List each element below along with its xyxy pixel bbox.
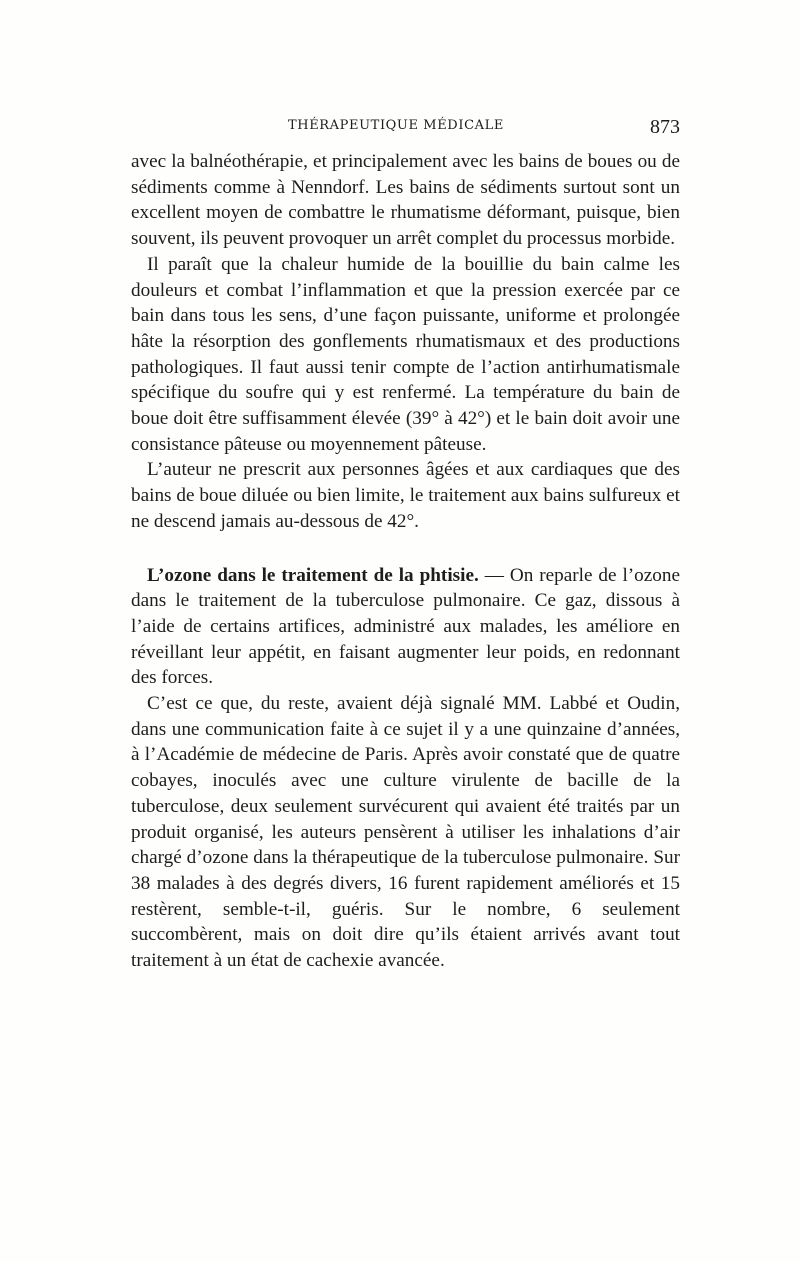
running-title: THÉRAPEUTIQUE MÉDICALE [288, 118, 504, 133]
paragraph-3: L’auteur ne prescrit aux personnes âgées et aux cardiaques que des bains de boue diluée ou bien limite, le traitement aux bains sulfureux et ne descend jamais au-dessous de 42°. [131, 459, 680, 532]
paragraph-5: C’est ce que, du reste, avaient déjà signalé MM. Labbé et Oudin, dans une communication faite à ce sujet il y a une quinzaine d’années, à l’Académie de médecine de Paris. Après avoir constaté que de quatre cobayes, inoculés avec une culture virulente de bacille de la tuberculose, deux seulement survécurent qui avaient été traités par un produit organisé, les auteurs pensèrent à utiliser les inhalations d’air chargé d’ozone dans la thérapeutique de la tuberculose pulmonaire. Sur 38 malades à des degrés divers, 16 furent rapidement améliorés et 15 restèrent, semble-t-il, guéris. Sur le nombre, 6 seulement succombèrent, mais on doit dire qu’ils étaient arrivés avant tout traitement à un état de cachexie avancée. [131, 693, 680, 972]
paragraph-4 [131, 563, 680, 692]
paragraph-2: Il paraît que la chaleur humide de la bouillie du bain calme les douleurs et combat l’inflammation et que la pression exercée par ce bain dans tous les sens, d’une façon puissante, uniforme et prolongée hâte la résorption des gonflements rhumatismaux et des productions pathologiques. Il faut aussi tenir compte de l’action antirhumatismale spécifique du soufre qui y est renfermé. La température du bain de boue doit être suffisamment élevée (39° à 42°) et le bain doit avoir une consistance pâteuse ou moyennement pâteuse. [131, 253, 680, 455]
body-text [131, 149, 680, 974]
paragraph-1: avec la balnéothérapie, et principalement avec les bains de boues ou de sédiments comme à Nenndorf. Les bains de sédiments surtout sont un excellent moyen de combattre le rhumatisme déformant, puisque, bien souvent, ils peuvent provoquer un arrêt complet du processus morbide. [131, 151, 680, 250]
page-number: 873 [650, 116, 680, 138]
paragraph-4-text: — On reparle de l’ozone dans le traitement de la tuberculose pulmonaire. Ce gaz, dissous à l’aide de certains artifices, administré aux malades, les améliore en réveillant leur appétit, en faisant augmenter leur poids, en redonnant des forces. [131, 564, 680, 689]
section-gap [131, 535, 680, 563]
page-header [131, 116, 680, 140]
section-title-ozone: L’ozone dans le traitement de la phtisie. [147, 564, 479, 586]
